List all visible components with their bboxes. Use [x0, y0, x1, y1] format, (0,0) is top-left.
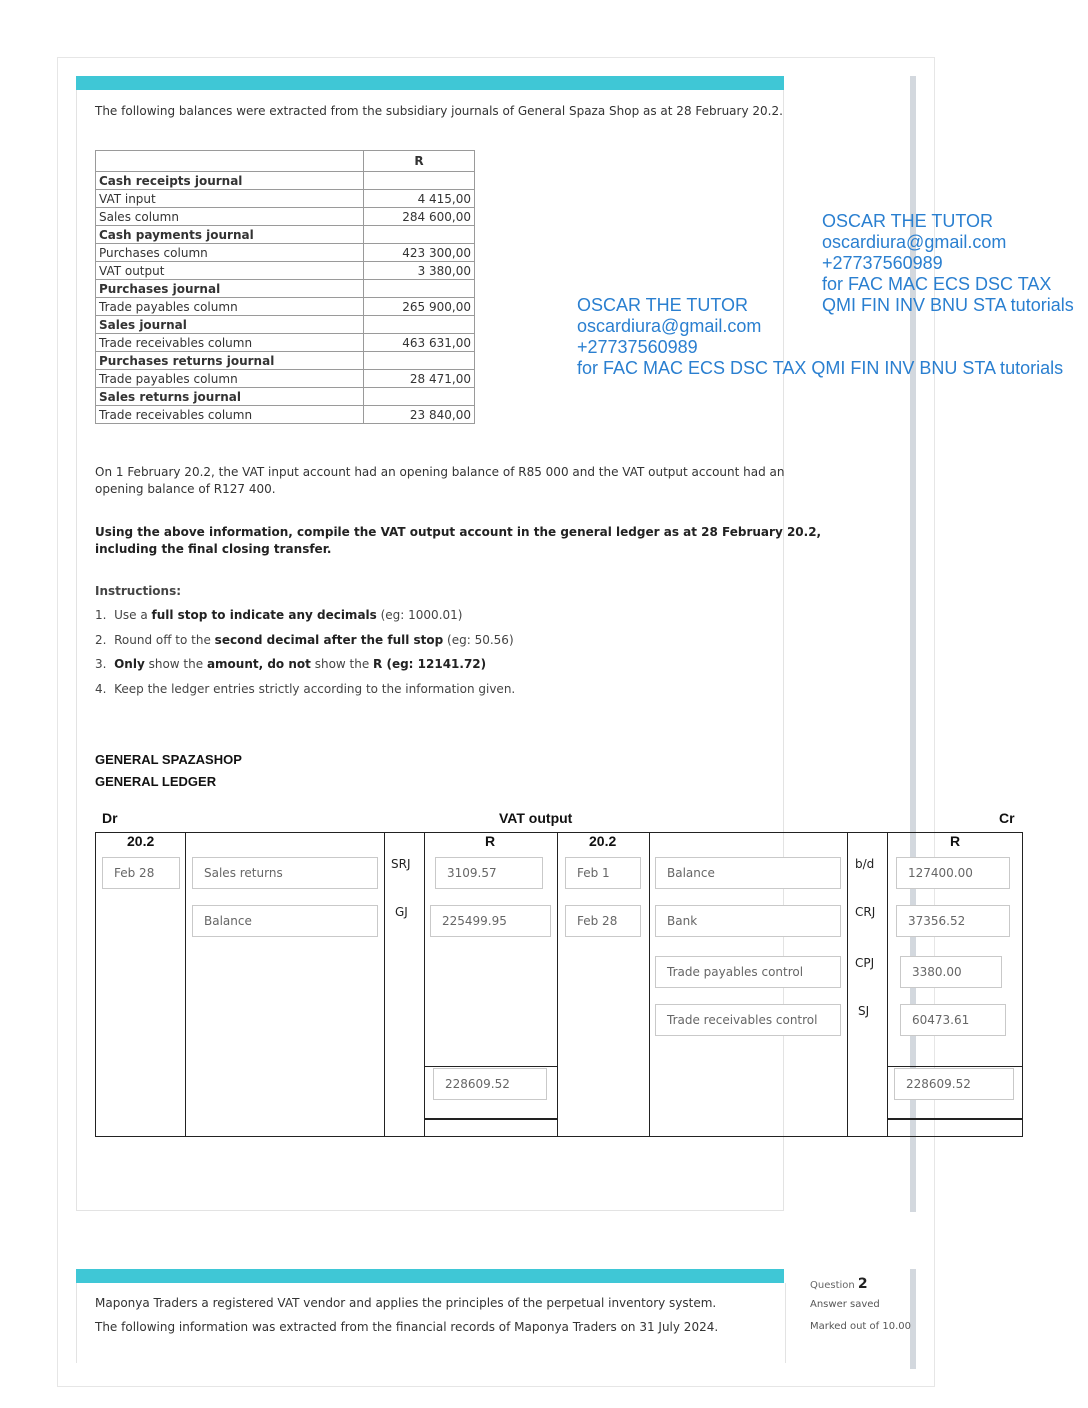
debit-date-input-1[interactable]: Feb 28 [102, 857, 180, 889]
watermark-line-b: QMI FIN INV BNU STA tutorials [822, 295, 1074, 315]
table-cell-label: Purchases column [96, 244, 364, 262]
table-header-row [96, 151, 475, 172]
table-cell-value [364, 316, 475, 334]
table-cell-label: Trade payables column [96, 298, 364, 316]
watermark-email: oscardiura@gmail.com [822, 232, 1007, 252]
cr-label: Cr [999, 810, 1015, 826]
credit-amount-input-4[interactable]: 60473.61 [900, 1004, 1006, 1036]
table-cell-label: Sales returns journal [96, 388, 364, 406]
table-cell-value [364, 280, 475, 298]
table-row [96, 280, 475, 298]
table-cell-value [364, 226, 475, 244]
table-cell-label: VAT input [96, 190, 364, 208]
table-cell-label: Sales column [96, 208, 364, 226]
credit-details-input-4[interactable]: Trade receivables control [655, 1004, 841, 1036]
table-cell-label: Trade receivables column [96, 334, 364, 352]
ledger-name: GENERAL LEDGER [95, 774, 217, 789]
question-2-text-2: The following information was extracted from the financial records of Maponya Traders on 31 July 2024. [95, 1320, 719, 1334]
debit-r-header: R [485, 833, 496, 849]
credit-date-input-1[interactable]: Feb 1 [565, 857, 641, 889]
credit-total-input[interactable]: 228609.52 [894, 1068, 1014, 1100]
table-row [96, 406, 475, 424]
watermark-middle [577, 295, 1063, 379]
table-row [96, 388, 475, 406]
credit-details-input-1[interactable]: Balance [655, 857, 841, 889]
table-row [96, 316, 475, 334]
debit-details-input-1[interactable]: Sales returns [192, 857, 378, 889]
table-cell-label: VAT output [96, 262, 364, 280]
card-header-bar [76, 1269, 784, 1283]
credit-folio-2: CRJ [855, 905, 876, 919]
question-number: Question 2 [810, 1276, 868, 1292]
credit-details-input-2[interactable]: Bank [655, 905, 841, 937]
table-row [96, 208, 475, 226]
watermark-line-full: for FAC MAC ECS DSC TAX QMI FIN INV BNU STA tutorials [577, 358, 1064, 378]
table-cell-value: 3 380,00 [364, 262, 475, 280]
watermark-line-a: for FAC MAC ECS DSC TAX [822, 274, 1052, 294]
table-cell-value [364, 388, 475, 406]
table-row [96, 352, 475, 370]
instruction-4: 4. Keep the ledger entries strictly according to the information given. [95, 682, 516, 696]
table-cell-value: 4 415,00 [364, 190, 475, 208]
credit-date-input-2[interactable]: Feb 28 [565, 905, 641, 937]
credit-folio-1: b/d [855, 857, 875, 871]
credit-amount-input-3[interactable]: 3380.00 [900, 956, 1002, 988]
account-title: VAT output [499, 810, 573, 826]
credit-folio-3: CPJ [855, 956, 875, 970]
side-scroll-bar[interactable] [910, 1269, 916, 1369]
table-cell-value: 463 631,00 [364, 334, 475, 352]
watermark-name: OSCAR THE TUTOR [577, 295, 749, 315]
table-cell-value: 284 600,00 [364, 208, 475, 226]
debit-amount-input-1[interactable]: 3109.57 [435, 857, 543, 889]
task-text: Using the above information, compile the VAT output account in the general ledger as at 28 February 20.2, including the final closing transfer. [95, 525, 822, 556]
debit-folio-2: GJ [395, 905, 408, 919]
watermark-email: oscardiura@gmail.com [577, 316, 762, 336]
debit-folio-1: SRJ [391, 857, 411, 871]
debit-total-input[interactable]: 228609.52 [433, 1068, 547, 1100]
marks-label: Marked out of 10.00 [810, 1321, 911, 1332]
instruction-3: 3. Only show the amount, do not show the R (eg: 12141.72) [95, 657, 487, 671]
company-name: GENERAL SPAZASHOP [95, 752, 242, 767]
credit-amount-input-1[interactable]: 127400.00 [896, 857, 1010, 889]
debit-year-header: 20.2 [127, 833, 155, 849]
credit-amount-input-2[interactable]: 37356.52 [896, 905, 1010, 937]
opening-balance-text: On 1 February 20.2, the VAT input account had an opening balance of R85 000 and the VAT output account had an opening balance of R127 400. [95, 465, 785, 496]
table-cell-value: 423 300,00 [364, 244, 475, 262]
table-cell-label: Purchases journal [96, 280, 364, 298]
table-row [96, 370, 475, 388]
table-cell-label: Trade receivables column [96, 406, 364, 424]
credit-r-header: R [950, 833, 961, 849]
table-cell-label: Cash payments journal [96, 226, 364, 244]
watermark-name: OSCAR THE TUTOR [822, 211, 994, 231]
watermark-phone: +27737560989 [822, 253, 943, 273]
debit-details-input-2[interactable]: Balance [192, 905, 378, 937]
table-row [96, 226, 475, 244]
column-header-r: R [364, 151, 475, 172]
watermark-phone: +27737560989 [577, 337, 698, 357]
credit-details-input-3[interactable]: Trade payables control [655, 956, 841, 988]
table-cell-label: Purchases returns journal [96, 352, 364, 370]
balances-table [95, 150, 475, 424]
table-row [96, 334, 475, 352]
table-cell-label: Cash receipts journal [96, 172, 364, 190]
table-cell-value: 28 471,00 [364, 370, 475, 388]
answer-status: Answer saved [810, 1299, 880, 1310]
credit-year-header: 20.2 [589, 833, 617, 849]
table-cell-value [364, 352, 475, 370]
table-row [96, 298, 475, 316]
table-cell-label: Sales journal [96, 316, 364, 334]
table-row [96, 190, 475, 208]
instructions-title: Instructions: [95, 584, 182, 598]
card-header-bar [76, 76, 784, 90]
table-row [96, 262, 475, 280]
question-2-text-1: Maponya Traders a registered VAT vendor and applies the principles of the perpetual inventory system. [95, 1296, 717, 1310]
debit-amount-input-2[interactable]: 225499.95 [430, 905, 551, 937]
intro-text: The following balances were extracted from the subsidiary journals of General Spaza Shop as at 28 February 20.2. [95, 104, 783, 118]
credit-folio-4: SJ [858, 1004, 870, 1018]
table-cell-value: 265 900,00 [364, 298, 475, 316]
table-row [96, 244, 475, 262]
table-cell-label: Trade payables column [96, 370, 364, 388]
dr-label: Dr [102, 810, 118, 826]
instruction-1: 1. Use a full stop to indicate any decimals (eg: 1000.01) [95, 608, 463, 622]
table-cell-value: 23 840,00 [364, 406, 475, 424]
instruction-2: 2. Round off to the second decimal after the full stop (eg: 50.56) [95, 633, 514, 647]
table-row [96, 172, 475, 190]
table-cell-value [364, 172, 475, 190]
